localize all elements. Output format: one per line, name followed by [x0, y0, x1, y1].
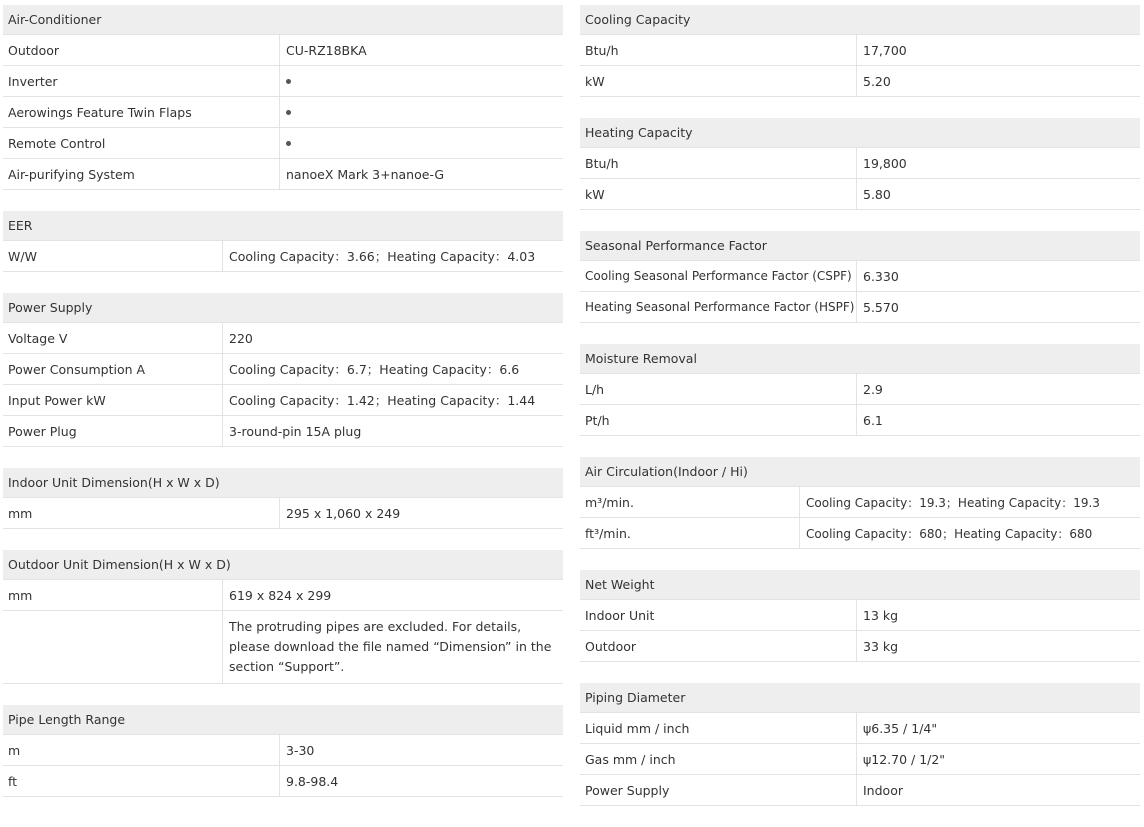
row-value: Cooling Capacity：680；Heating Capacity：680 — [799, 518, 1140, 548]
table-row — [580, 261, 1140, 292]
row-value: 619 x 824 x 299 — [222, 580, 563, 610]
table-title: Piping Diameter — [585, 690, 686, 705]
table-header — [580, 118, 1140, 148]
row-value — [279, 128, 563, 158]
table-header — [580, 5, 1140, 35]
table-row — [580, 35, 1140, 66]
table-header — [580, 570, 1140, 600]
table-row — [580, 405, 1140, 436]
row-value: ψ12.70 / 1/2" — [856, 744, 1140, 774]
table-row — [580, 775, 1140, 806]
row-label: ft — [8, 773, 18, 789]
table-row — [3, 766, 563, 797]
row-label: Outdoor — [585, 638, 637, 654]
table-header — [3, 468, 563, 498]
row-value: Cooling Capacity：1.42；Heating Capacity：1.44 — [222, 385, 563, 415]
table-row — [3, 97, 563, 128]
table-header — [3, 5, 563, 35]
table-title: Pipe Length Range — [8, 712, 126, 727]
row-value: 5.20 — [856, 66, 1140, 96]
table-header — [580, 231, 1140, 261]
table-row — [580, 292, 1140, 323]
table-title: Seasonal Performance Factor — [585, 238, 767, 253]
piping-diameter-table — [580, 683, 1140, 806]
table-title: Outdoor Unit Dimension(H x W x D) — [8, 557, 231, 572]
row-value: 6.1 — [856, 405, 1140, 435]
row-label: m³/min. — [585, 494, 634, 510]
table-row — [3, 241, 563, 272]
table-row — [3, 354, 563, 385]
row-label: Gas mm / inch — [585, 751, 676, 767]
table-row — [580, 713, 1140, 744]
table-title: Air Circulation(Indoor / Hi) — [585, 464, 748, 479]
bullet-icon — [286, 141, 291, 146]
table-header — [580, 457, 1140, 487]
cooling-capacity-table — [580, 5, 1140, 97]
moisture-removal-table — [580, 344, 1140, 436]
eer-table — [3, 211, 563, 272]
row-label: Heating Seasonal Performance Factor (HSPF) — [585, 300, 855, 314]
air-circulation-table — [580, 457, 1140, 549]
row-label: Power Supply — [585, 782, 670, 798]
row-label: Pt/h — [585, 412, 610, 428]
right-spec-column — [580, 5, 1140, 827]
row-value: 19,800 — [856, 148, 1140, 178]
row-value: 17,700 — [856, 35, 1140, 65]
row-value: 295 x 1,060 x 249 — [279, 498, 563, 528]
table-row — [3, 128, 563, 159]
row-value: 5.80 — [856, 179, 1140, 209]
row-value: ψ6.35 / 1/4" — [856, 713, 1140, 743]
table-row — [3, 611, 563, 684]
dimension-note: The protruding pipes are excluded. For details, please download the file named “Dimension” in the section “Support”. — [222, 611, 563, 683]
table-row — [3, 735, 563, 766]
row-value: 2.9 — [856, 374, 1140, 404]
power-supply-table — [3, 293, 563, 447]
table-row — [3, 35, 563, 66]
table-title: Cooling Capacity — [585, 12, 691, 27]
table-header — [3, 293, 563, 323]
row-label: Voltage V — [8, 330, 68, 346]
table-row — [3, 66, 563, 97]
row-value: 5.570 — [856, 292, 1140, 322]
row-label: Btu/h — [585, 42, 619, 58]
net-weight-table — [580, 570, 1140, 662]
row-label: Cooling Seasonal Performance Factor (CSPF) — [585, 269, 852, 283]
table-header — [3, 705, 563, 735]
row-label: Liquid mm / inch — [585, 720, 690, 736]
table-title: Moisture Removal — [585, 351, 697, 366]
table-row — [3, 385, 563, 416]
table-row — [580, 66, 1140, 97]
row-label: mm — [8, 587, 33, 603]
row-label: ft³/min. — [585, 525, 631, 541]
table-header — [580, 344, 1140, 374]
row-label: kW — [585, 186, 605, 202]
left-spec-column — [3, 5, 563, 818]
air-conditioner-table — [3, 5, 563, 190]
pipe-length-table — [3, 705, 563, 797]
row-label: m — [8, 742, 21, 758]
row-value — [279, 97, 563, 127]
table-row — [3, 416, 563, 447]
bullet-icon — [286, 110, 291, 115]
outdoor-dimension-table — [3, 550, 563, 684]
row-value: 9.8-98.4 — [279, 766, 563, 796]
row-value: Cooling Capacity：6.7；Heating Capacity：6.6 — [222, 354, 563, 384]
table-title: Power Supply — [8, 300, 93, 315]
row-value — [279, 66, 563, 96]
table-row — [3, 580, 563, 611]
indoor-dimension-table — [3, 468, 563, 529]
table-header — [3, 211, 563, 241]
row-value: Indoor — [856, 775, 1140, 805]
table-header — [580, 683, 1140, 713]
row-value: 3-30 — [279, 735, 563, 765]
row-label: Indoor Unit — [585, 607, 655, 623]
row-label: Aerowings Feature Twin Flaps — [8, 104, 192, 120]
row-value: Cooling Capacity：19.3；Heating Capacity：19.3 — [799, 487, 1140, 517]
table-title: Heating Capacity — [585, 125, 693, 140]
row-value: Cooling Capacity：3.66；Heating Capacity：4.03 — [222, 241, 563, 271]
row-label: Air-purifying System — [8, 166, 135, 182]
row-label: mm — [8, 505, 33, 521]
table-title: Air-Conditioner — [8, 12, 102, 27]
table-row — [580, 148, 1140, 179]
row-label: W/W — [8, 248, 37, 264]
row-label: Inverter — [8, 73, 58, 89]
row-value: 3-round-pin 15A plug — [222, 416, 563, 446]
heating-capacity-table — [580, 118, 1140, 210]
row-label: Power Consumption A — [8, 361, 146, 377]
table-header — [3, 550, 563, 580]
table-row — [580, 374, 1140, 405]
table-title: Net Weight — [585, 577, 655, 592]
table-title: Indoor Unit Dimension(H x W x D) — [8, 475, 220, 490]
row-value: 13 kg — [856, 600, 1140, 630]
table-row — [580, 179, 1140, 210]
row-label: Input Power kW — [8, 392, 106, 408]
row-label: L/h — [585, 381, 605, 397]
table-row — [580, 631, 1140, 662]
row-value: CU-RZ18BKA — [279, 35, 563, 65]
row-value: 220 — [222, 323, 563, 353]
table-row — [580, 518, 1140, 549]
row-label — [3, 611, 222, 683]
seasonal-performance-table — [580, 231, 1140, 323]
table-row — [3, 498, 563, 529]
row-label: Btu/h — [585, 155, 619, 171]
row-label: Power Plug — [8, 423, 77, 439]
table-row — [580, 744, 1140, 775]
table-row — [3, 323, 563, 354]
row-value: nanoeX Mark 3+nanoe-G — [279, 159, 563, 189]
bullet-icon — [286, 79, 291, 84]
row-value: 33 kg — [856, 631, 1140, 661]
table-row — [580, 487, 1140, 518]
table-row — [580, 600, 1140, 631]
table-row — [3, 159, 563, 190]
row-label: Outdoor — [8, 42, 60, 58]
row-value: 6.330 — [856, 261, 1140, 291]
table-title: EER — [8, 218, 33, 233]
row-label: kW — [585, 73, 605, 89]
row-label: Remote Control — [8, 135, 106, 151]
